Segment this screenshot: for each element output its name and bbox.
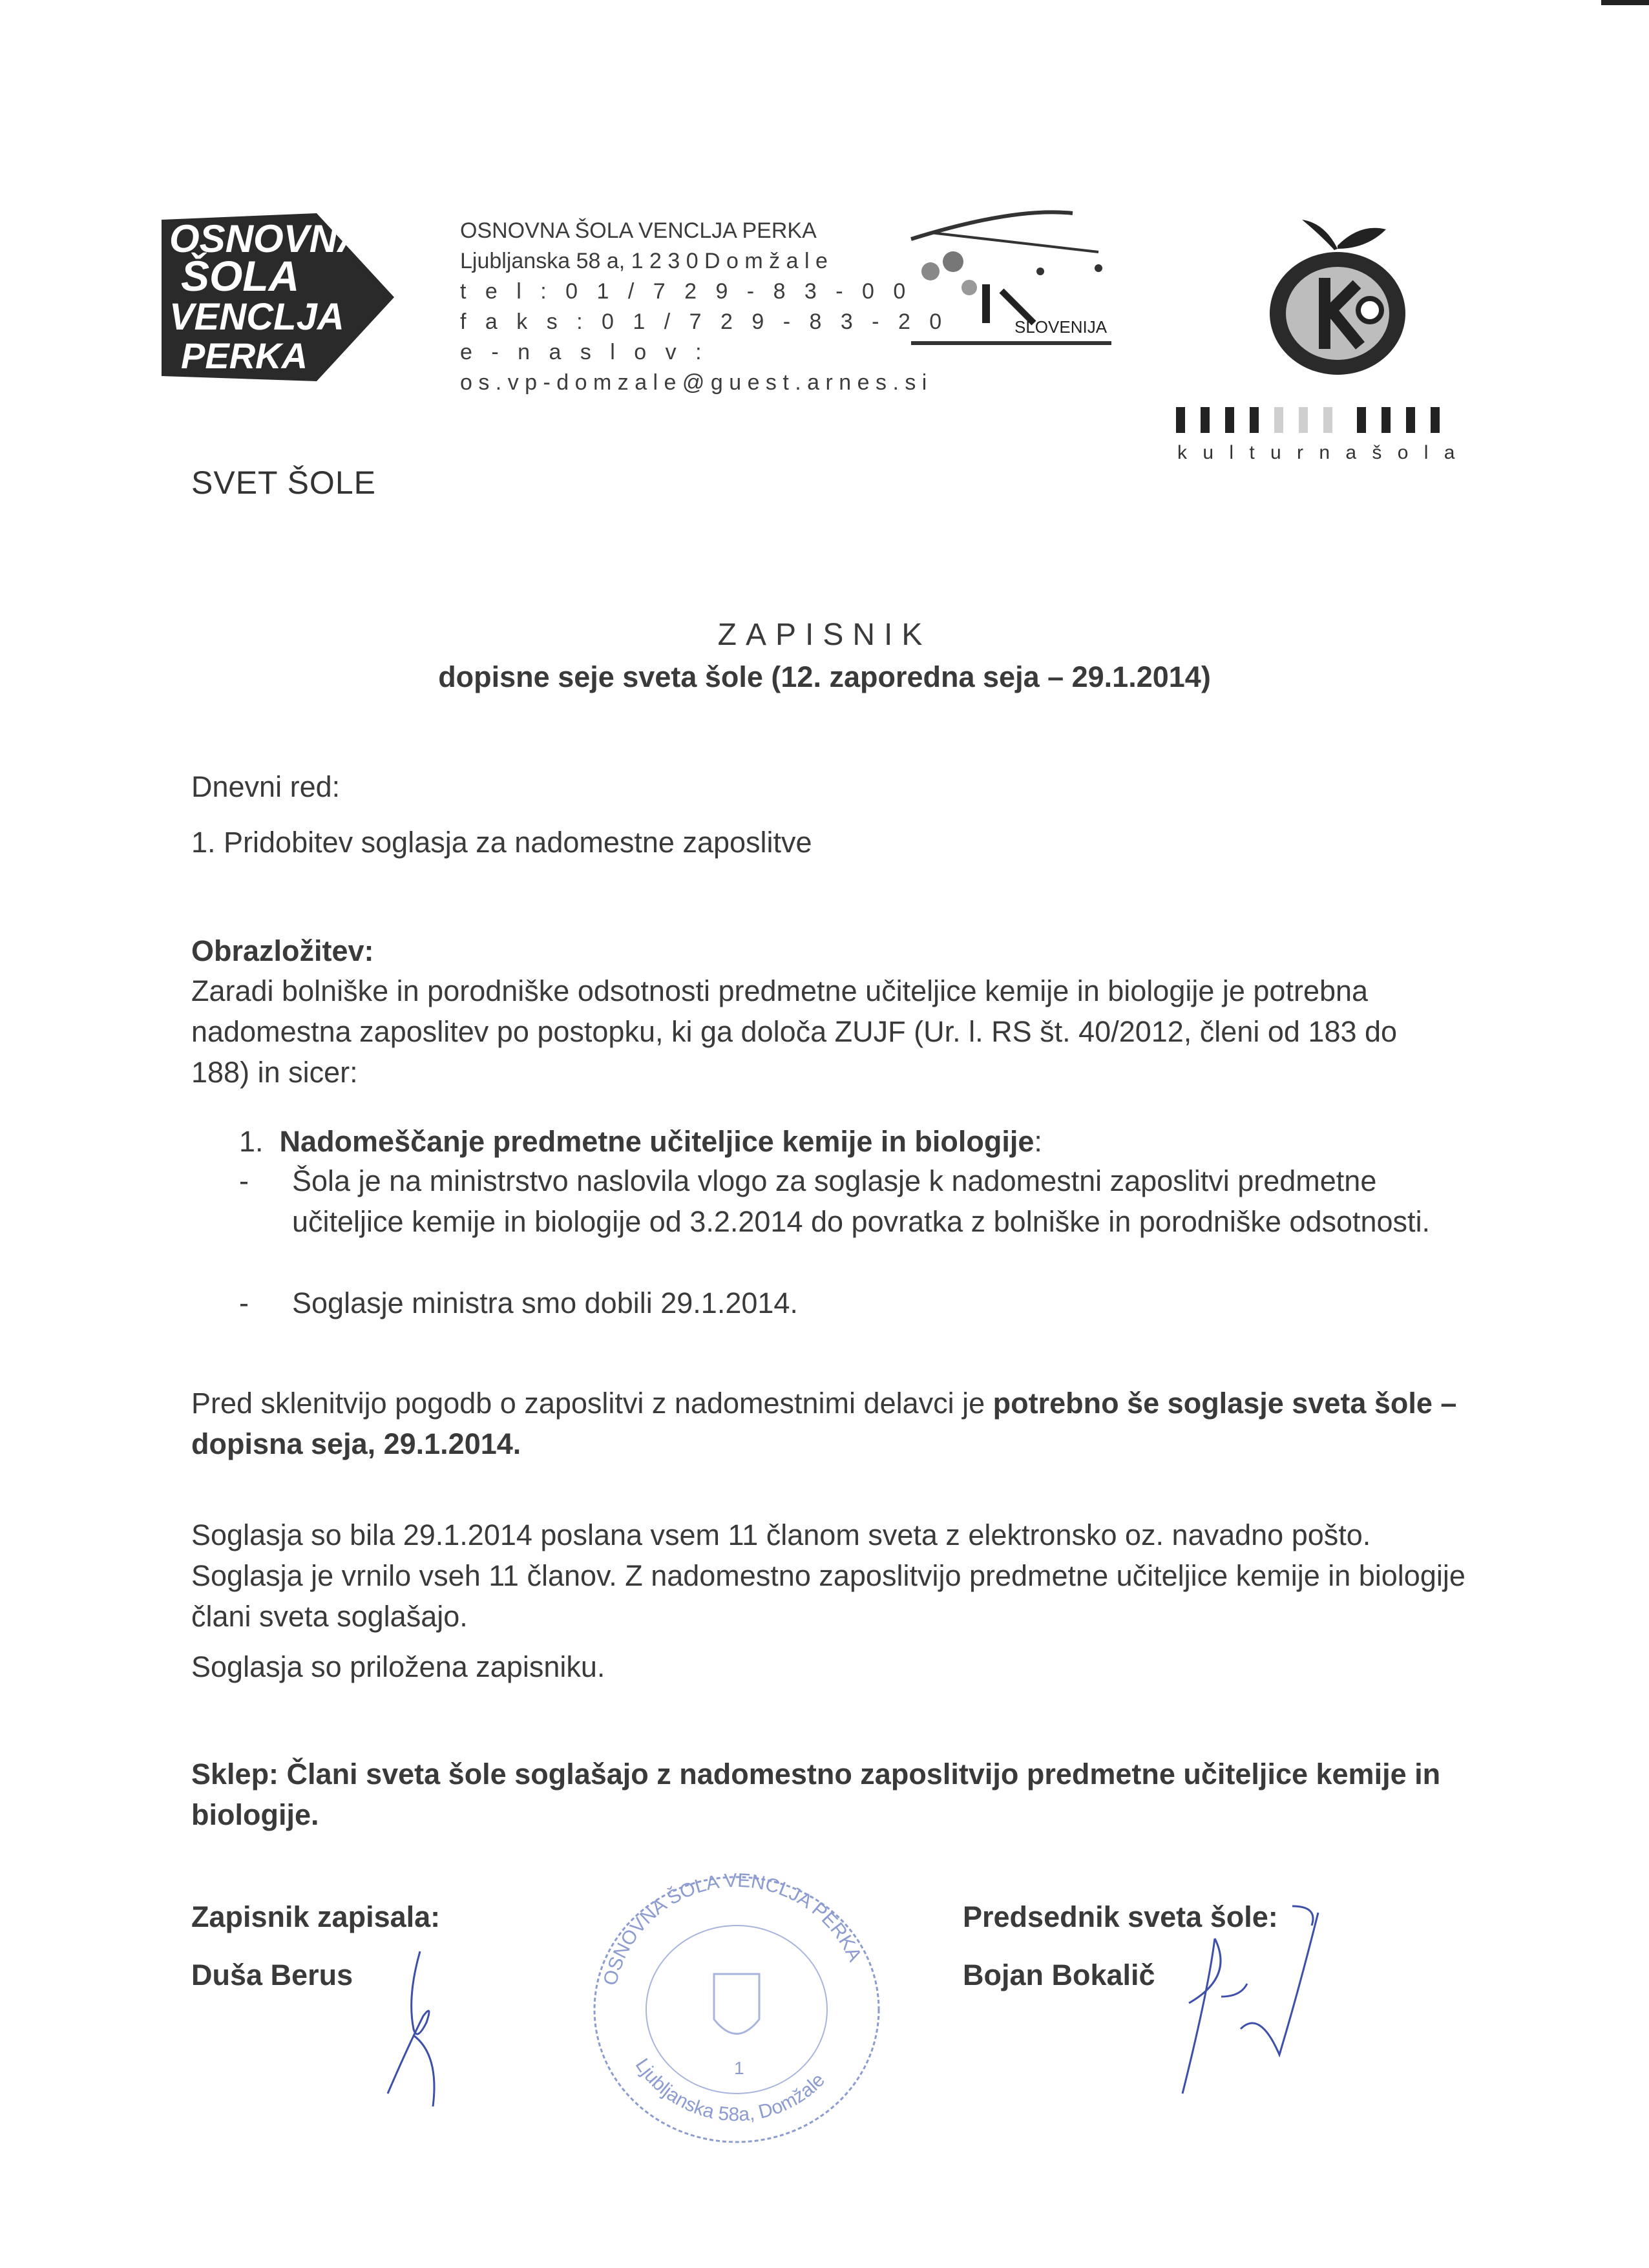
school-name: OSNOVNA ŠOLA VENCLJA PERKA	[460, 218, 817, 243]
paragraph-consent-needed	[191, 1383, 1484, 1464]
school-email: o s . v p - d o m z a l e @ g u e s t . a r n e s . s i	[460, 370, 927, 395]
stamp-text-top: OSNOVNA ŠOLA VENCLJA PERKA	[599, 1869, 866, 1988]
president-name: Bojan Bokalič	[963, 1958, 1155, 1991]
explanation-item-heading	[239, 1121, 1042, 1162]
explanation-heading: Obrazložitev:	[191, 934, 374, 967]
logo-word-1: OSNOVNA	[169, 217, 366, 260]
svg-text:Ljubljanska 58a, Domžale	[631, 2055, 829, 2125]
president-signature	[1150, 1900, 1357, 2106]
bullet-dash: -	[239, 1164, 249, 1197]
school-address-block	[460, 216, 948, 398]
paragraph-consent-normal: Pred sklenitvijo pogodb o zaposlitvi z nadomestnimi delavci je	[191, 1387, 993, 1420]
eco-school-logo	[905, 194, 1118, 349]
stamp-number: 1	[734, 2058, 744, 2078]
apple-eco-logo	[1263, 210, 1412, 378]
school-phone: t e l : 0 1 / 7 2 9 - 8 3 - 0 0	[460, 279, 912, 304]
bullet-dash: -	[239, 1286, 249, 1319]
school-street: Ljubljanska 58 a, 1 2 3 0 D o m ž a l e	[460, 249, 828, 273]
school-email-label: e - n a s l o v :	[460, 340, 708, 364]
logo-word-2: ŠOLA	[181, 252, 300, 300]
council-label: SVET ŠOLE	[191, 465, 376, 501]
school-logo	[155, 207, 401, 388]
school-stamp	[575, 1861, 898, 2152]
school-fax: f a k s : 0 1 / 7 2 9 - 8 3 - 2 0	[460, 310, 949, 334]
item-heading-colon: :	[1034, 1125, 1042, 1158]
stamp-text-bottom: Ljubljanska 58a, Domžale	[631, 2055, 830, 2126]
bullet-text: Šola je na ministrstvo naslovila vlogo za soglasje k nadomestni zaposlitvi predmetne učiteljice kemije in biologije od 3.2.2014 do povratka z bolniške in porodniške odsotnosti.	[292, 1164, 1431, 1238]
agenda-item: 1. Pridobitev soglasja za nadomestne zaposlitve	[191, 826, 812, 859]
recorder-label: Zapisnik zapisala:	[191, 1900, 441, 1933]
item-number: 1.	[239, 1125, 264, 1158]
resolution: Sklep: Člani sveta šole soglašajo z nadomestno zaposlitvijo predmetne učiteljice kemije in biologije.	[191, 1758, 1441, 1831]
kulturna-sola-text: k u l t u r n a š o l a	[1177, 442, 1460, 463]
eco-logo-text: SLOVENIJA	[1014, 317, 1108, 337]
scan-corner-mark	[1601, 0, 1649, 5]
bullet-text: Soglasje ministra smo dobili 29.1.2014.	[292, 1286, 798, 1319]
document-title: ZAPISNIK	[717, 618, 932, 652]
list-item	[239, 1160, 1467, 1242]
list-item	[239, 1283, 1467, 1323]
paragraph-consent-bold: potrebno še soglasje sveta šole – dopisna seja, 29.1.2014.	[191, 1387, 1457, 1460]
recorder-name: Duša Berus	[191, 1958, 353, 1991]
kulturna-sola-logo	[1170, 395, 1460, 467]
svg-text:OSNOVNA ŠOLA VENCLJA PERKA	[600, 1870, 866, 1988]
paragraph-consents-sent: Soglasja so bila 29.1.2014 poslana vsem 11 članom sveta z elektronsko oz. navadno pošto. Soglasja je vrnilo vseh 11 članov. Z nadomestno zaposlitvijo predmetne učiteljice kemije in biologije člani sveta soglašajo.	[191, 1518, 1465, 1633]
explanation-text: Zaradi bolniške in porodniške odsotnosti predmetne učiteljice kemije in biologije je potrebna nadomestna zaposlitev po postopku, ki ga določa ZUJF (Ur. l. RS št. 40/2012, členi od 183 do 188) in sicer:	[191, 974, 1398, 1089]
recorder-signature	[362, 1945, 491, 2113]
logo-word-3: VENCLJA	[169, 296, 344, 338]
president-label: Predsednik sveta šole:	[963, 1900, 1278, 1933]
paragraph-consents-attached: Soglasja so priložena zapisniku.	[191, 1650, 605, 1683]
agenda-label: Dnevni red:	[191, 770, 341, 803]
logo-word-4: PERKA	[181, 335, 308, 376]
document-subtitle: dopisne seje sveta šole (12. zaporedna seja – 29.1.2014)	[438, 660, 1211, 693]
item-heading-text: Nadomeščanje predmetne učiteljice kemije in biologije	[279, 1125, 1035, 1158]
